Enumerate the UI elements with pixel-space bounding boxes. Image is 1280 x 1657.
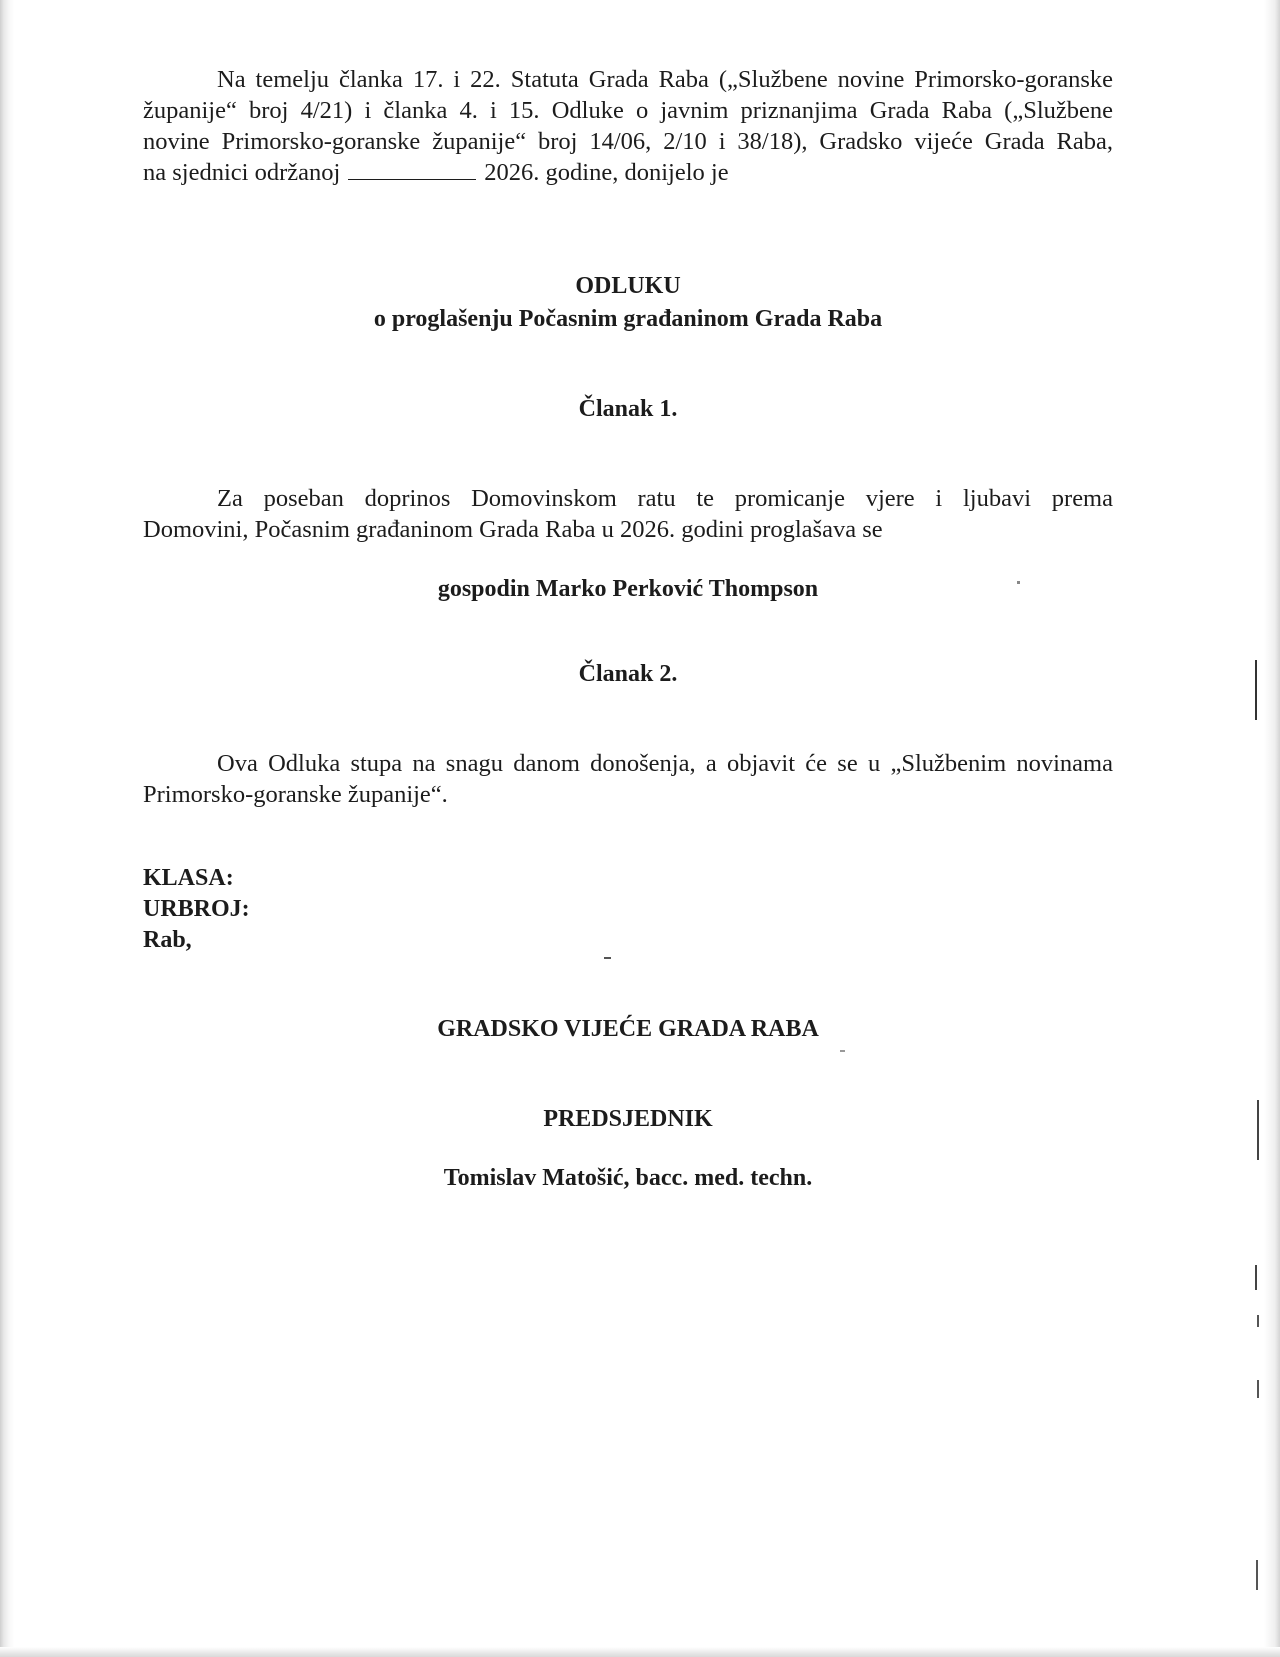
preamble-line-4-end: 2026. godine, donijelo je	[484, 159, 729, 186]
decision-subtitle: o proglašenju Počasnim građaninom Grada Raba	[373, 306, 883, 332]
place-label: Rab,	[143, 927, 192, 953]
article-2-line-2: Primorsko-goranske županije“.	[143, 781, 448, 808]
council-name: GRADSKO VIJEĆE GRADA RABA	[437, 1016, 819, 1042]
article-2-heading: Članak 2.	[578, 661, 678, 687]
preamble-line-2: županije“ broj 4/21) i članka 4. i 15. Odluke o javnim priznanjima Grada Raba („Službene	[143, 97, 1113, 124]
scan-speck	[1257, 1100, 1259, 1160]
scan-speck	[1256, 1560, 1258, 1590]
decision-title: ODLUKU	[575, 273, 681, 299]
session-date-blank	[348, 157, 476, 180]
signature-role: PREDSJEDNIK	[543, 1106, 713, 1132]
scan-speck	[840, 1050, 845, 1052]
scan-speck	[1017, 581, 1020, 584]
article-1-heading: Članak 1.	[578, 396, 678, 422]
signature-name: Tomislav Matošić, bacc. med. techn.	[443, 1165, 813, 1191]
preamble-paragraph	[143, 64, 1113, 188]
article-2-paragraph	[143, 748, 1113, 810]
klasa-label: KLASA:	[143, 865, 234, 891]
preamble-line-4-start: na sjednici održanoj	[143, 159, 341, 186]
scan-speck	[1257, 1380, 1259, 1398]
article-1-line-1: Za poseban doprinos Domovinskom ratu te promicanje vjere i ljubavi prema	[217, 485, 1113, 512]
preamble-line-1: Na temelju članka 17. i 22. Statuta Grada Raba („Službene novine Primorsko-goranske	[217, 66, 1113, 93]
article-1-line-2: Domovini, Počasnim građaninom Grada Raba u 2026. godini proglašava se	[143, 516, 883, 543]
preamble-line-3: novine Primorsko-goranske županije“ broj 14/06, 2/10 i 38/18), Gradsko vijeće Grada Raba,	[143, 128, 1113, 155]
scan-speck	[1257, 1315, 1259, 1327]
article-2-line-1: Ova Odluka stupa na snagu danom donošenja, a objavit će se u „Službenim novinama	[217, 750, 1113, 777]
scan-speck	[1255, 660, 1257, 720]
scan-speck	[1255, 1265, 1257, 1290]
honoree-name: gospodin Marko Perković Thompson	[437, 576, 819, 602]
urbroj-label: URBROJ:	[143, 896, 250, 922]
article-1-paragraph	[143, 483, 1113, 545]
preamble-line-4	[143, 157, 1113, 188]
scan-speck	[604, 957, 611, 959]
